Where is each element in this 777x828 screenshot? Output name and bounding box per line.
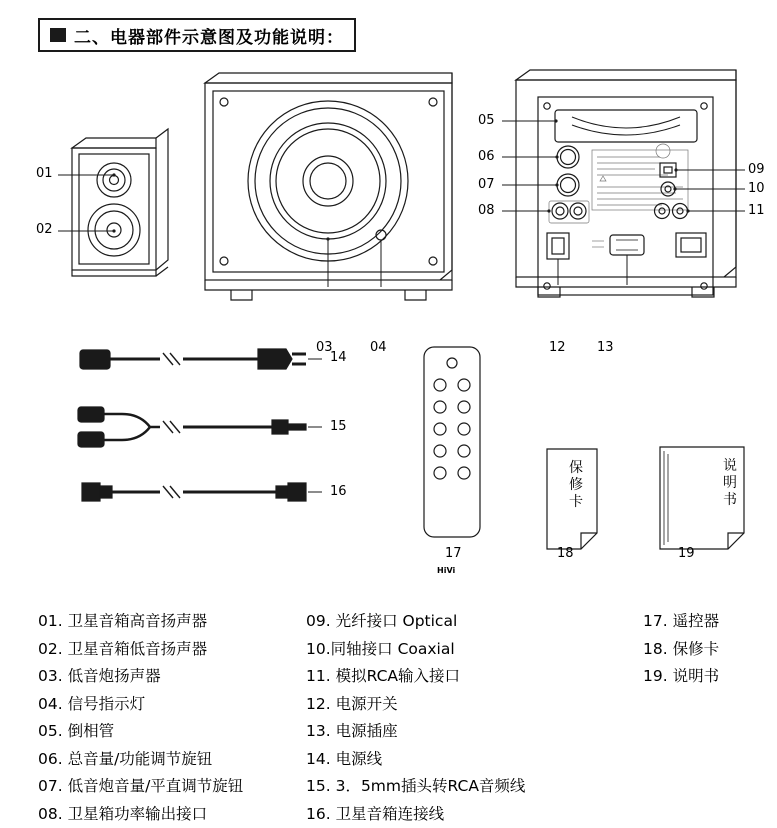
legend-item: 12. 电源开关 bbox=[306, 691, 646, 719]
callout-05: 05 bbox=[478, 113, 495, 128]
legend-item: 02. 卫星音箱低音扬声器 bbox=[38, 636, 306, 664]
callout-01: 01 bbox=[36, 166, 53, 181]
callout-09: 09 bbox=[748, 162, 765, 177]
satellite-cable-drawing bbox=[82, 483, 322, 501]
legend-item: 17. 遥控器 bbox=[643, 608, 777, 636]
callout-16: 16 bbox=[330, 484, 347, 499]
legend-item: 04. 信号指示灯 bbox=[38, 691, 306, 719]
legend-column-3 bbox=[643, 608, 777, 691]
callout-11: 11 bbox=[748, 203, 765, 218]
legend-item: 06. 总音量/功能调节旋钮 bbox=[38, 746, 306, 774]
callout-13: 13 bbox=[597, 340, 614, 355]
callout-12: 12 bbox=[549, 340, 566, 355]
subwoofer-front-drawing bbox=[205, 73, 452, 300]
power-cord-drawing bbox=[80, 349, 322, 369]
legend-item: 19. 说明书 bbox=[643, 663, 777, 691]
remote-brand-label: HiVi bbox=[437, 566, 455, 575]
callout-04: 04 bbox=[370, 340, 387, 355]
legend-item: 03. 低音炮扬声器 bbox=[38, 663, 306, 691]
remote-control-drawing bbox=[424, 347, 480, 537]
product-diagram bbox=[0, 55, 777, 615]
callout-18: 18 bbox=[557, 546, 574, 561]
legend-item: 08. 卫星箱功率输出接口 bbox=[38, 801, 306, 828]
legend-item: 11. 模拟RCA输入接口 bbox=[306, 663, 646, 691]
callout-02: 02 bbox=[36, 222, 53, 237]
section-title: 二、电器部件示意图及功能说明： bbox=[74, 23, 344, 48]
legend-item: 10.同轴接口 Coaxial bbox=[306, 636, 646, 664]
legend-item: 18. 保修卡 bbox=[643, 636, 777, 664]
section-bullet-icon bbox=[50, 28, 66, 42]
callout-10: 10 bbox=[748, 181, 765, 196]
legend-column-1 bbox=[38, 608, 306, 828]
legend-item: 14. 电源线 bbox=[306, 746, 646, 774]
callout-06: 06 bbox=[478, 149, 495, 164]
legend-item: 01. 卫星音箱高音扬声器 bbox=[38, 608, 306, 636]
callout-14: 14 bbox=[330, 350, 347, 365]
rca-audio-cable-drawing bbox=[78, 407, 322, 447]
legend-item: 13. 电源插座 bbox=[306, 718, 646, 746]
section-header bbox=[38, 18, 356, 52]
legend-item: 07. 低音炮音量/平直调节旋钮 bbox=[38, 773, 306, 801]
legend-item: 05. 倒相管 bbox=[38, 718, 306, 746]
subwoofer-back-drawing bbox=[502, 70, 745, 297]
legend-column-2 bbox=[306, 608, 646, 828]
callout-19: 19 bbox=[678, 546, 695, 561]
manual-label: 说明书 bbox=[722, 458, 738, 509]
callout-07: 07 bbox=[478, 177, 495, 192]
legend-item: 09. 光纤接口 Optical bbox=[306, 608, 646, 636]
callout-15: 15 bbox=[330, 419, 347, 434]
callout-08: 08 bbox=[478, 203, 495, 218]
callout-03: 03 bbox=[316, 340, 333, 355]
satellite-speaker-drawing bbox=[58, 129, 168, 276]
warranty-card-label: 保修卡 bbox=[568, 460, 584, 511]
legend-item: 16. 卫星音箱连接线 bbox=[306, 801, 646, 828]
callout-17: 17 bbox=[445, 546, 462, 561]
legend-item: 15. 3．5mm插头转RCA音频线 bbox=[306, 773, 646, 801]
